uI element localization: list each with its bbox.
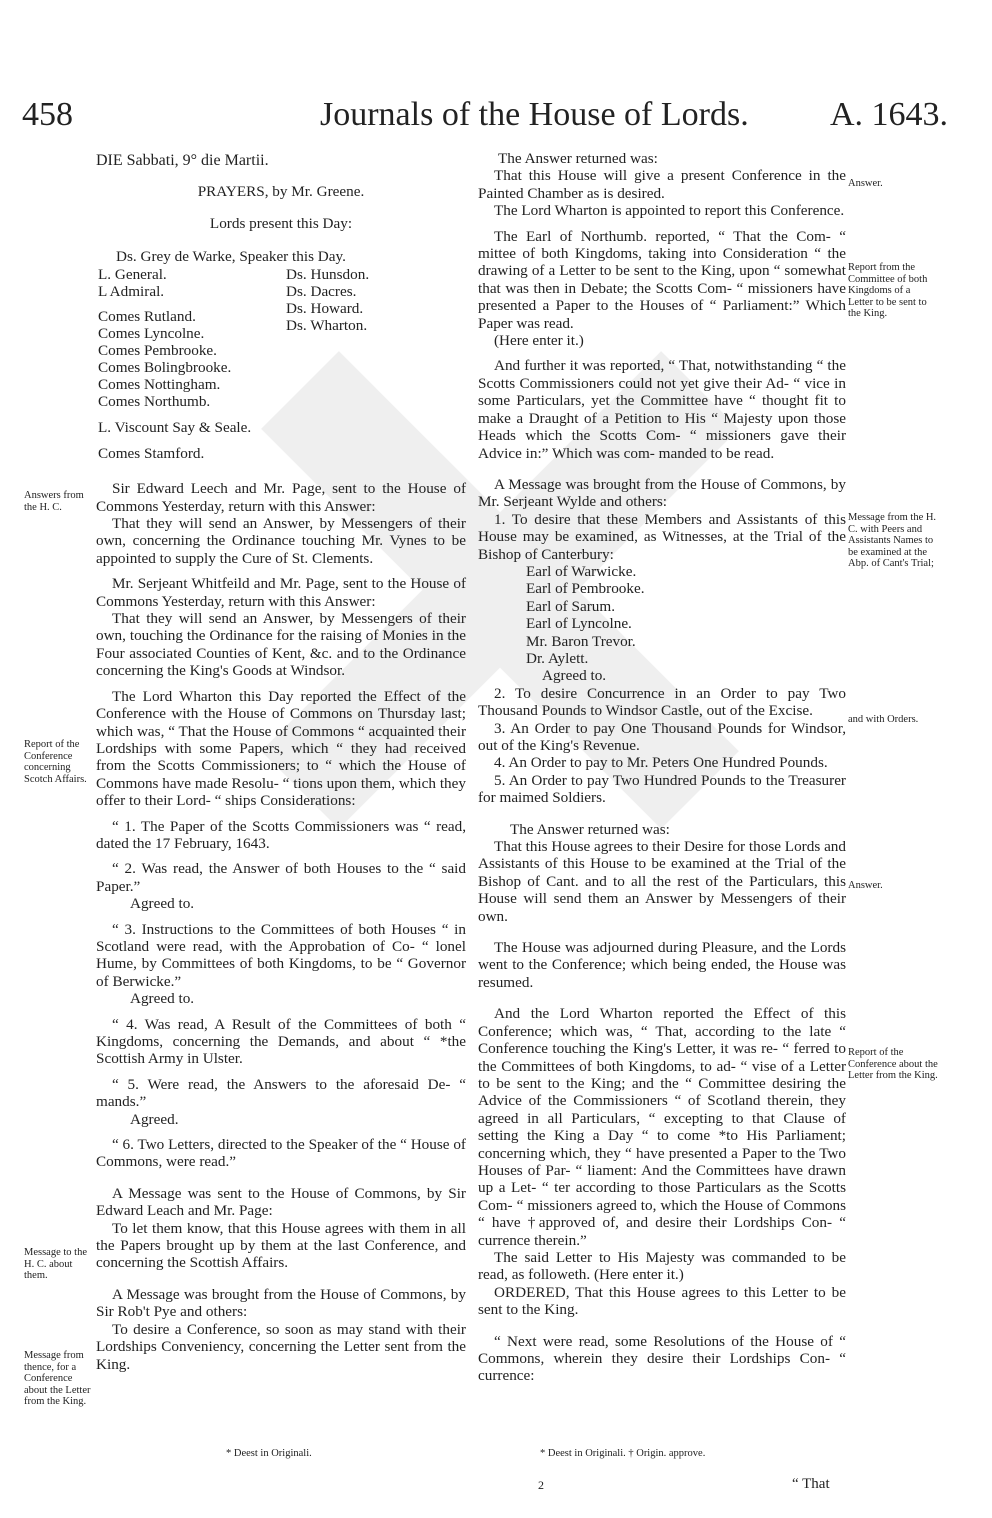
- lord-entry: Ds. Dacres.: [286, 283, 357, 301]
- paragraph: That this House will give a present Conference in the Painted Chamber as is desired.: [478, 167, 846, 202]
- paragraph: The Earl of Northumb. reported, “ That the Com- “ mittee of both Kingdoms, taking into Consideration “ the drawing of a Letter to be sent to the King, upon “ somewhat that was then in Debate; the Scotts Com- “ missioners have presented a Paper to the Houses of “ Parliament:” Which Paper was read.: [478, 227, 846, 332]
- page-title: Journals of the House of Lords.: [320, 96, 749, 133]
- lord-entry: L. Viscount Say & Seale.: [98, 419, 252, 437]
- margin-note-message-peers: Message from the H. C. with Peers and Assistants Names to be examined at the Abp. of Cant's Trial;: [848, 512, 937, 569]
- witness-entry: Mr. Baron Trevor.: [526, 632, 636, 650]
- paragraph: 4. An Order to pay to Mr. Peters One Hundred Pounds.: [494, 754, 828, 772]
- lords-present-heading: Lords present this Day:: [209, 214, 353, 232]
- paragraph: The House was adjourned during Pleasure, and the Lords went to the Conference; which being ended, the House was resumed.: [478, 939, 846, 991]
- list-item: “ 3. Instructions to the Committees of both Houses “ in Scotland were read, with the Approbation of Co- “ lonel Hume, by Committees of both Kingdoms, to be “ Governor of Berwicke.”: [96, 920, 466, 990]
- paragraph: (Here enter it.): [494, 332, 584, 350]
- lord-entry: Comes Northumb.: [98, 393, 211, 411]
- lord-entry: Comes Rutland.: [98, 308, 196, 326]
- paragraph: And the Lord Wharton reported the Effect of this Conference; which was, “ That, according to the late “ Conference touching the King's Letter, it was re- “ ferred to the Committees of both Kingdoms, to ad- “ vise of a Letter to be sent to the King; and the “ Committee desiring the Advice of the Commissioners “ of Scotland therein, they agreed in all Particulars, “ excepting to that Clause of setting the King a Day “ to come *to His Parliament; concerning which, they “ have presented a Paper to the Two Houses of Par- “ liament: And the Committees have drawn up a Let- “ ter according to those Particulars as the Scotts Com- “ missioners agreed to, which the House of Commons “ have †approved of, and desire their Lordships Con- “ currence therein.”: [478, 1005, 846, 1249]
- margin-note-orders: and with Orders.: [848, 714, 919, 725]
- paragraph: The said Letter to His Majesty was commanded to be read, as followeth. (Here enter it.): [478, 1248, 846, 1284]
- agreed-line: Agreed to.: [130, 990, 195, 1008]
- page-year: A. 1643.: [830, 96, 949, 133]
- left-column: [96, 152, 466, 1373]
- lord-entry: Comes Lyncolne.: [98, 325, 205, 343]
- lord-entry: Comes Pembrooke.: [98, 342, 217, 360]
- margin-note-report-letter: Report of the Conference about the Letter from the King.: [848, 1047, 938, 1081]
- paragraph: The Answer returned was:: [498, 150, 658, 167]
- date-heading: DIE Sabbati, 9° die Martii.: [96, 152, 269, 169]
- lord-entry: Comes Bolingbrooke.: [98, 359, 232, 377]
- witness-entry: Earl of Warwicke.: [526, 562, 637, 580]
- prayers-line: PRAYERS, by Mr. Greene.: [197, 183, 365, 201]
- paragraph: To let them know, that this House agrees with them in all the Papers brought up by them at the last Conference, and concerning the Scottish Affairs.: [96, 1219, 466, 1272]
- paragraph: 2. To desire Concurrence in an Order to pay Two Thousand Pounds to Windsor Castle, out of the Excise.: [478, 684, 846, 720]
- paragraph: ORDERED, That this House agrees to this Letter to be sent to the King.: [478, 1283, 846, 1319]
- list-item: “ 1. The Paper of the Scotts Commissioners was “ read, dated the 17 February, 1643.: [96, 817, 466, 852]
- paragraph: That this House agrees to their Desire for those Lords and Assistants of this House to be examined at the Trial of the Bishop of Cant. and to all the rest of the Particulars, this House will send them an Answer by Messengers of their own.: [478, 838, 846, 925]
- lord-entry: Comes Stamford.: [98, 445, 205, 463]
- lord-entry: Comes Nottingham.: [98, 376, 221, 394]
- lord-entry: Ds. Wharton.: [286, 317, 368, 335]
- lord-entry: L. General.: [98, 266, 167, 284]
- paragraph: “ Next were read, some Resolutions of the House of “ Commons, wherein they desire their Lordships Con- “ currence:: [478, 1332, 846, 1385]
- paragraph: The Answer returned was:: [510, 820, 670, 838]
- witness-list: [478, 563, 846, 685]
- page-number: 458: [22, 96, 73, 133]
- paragraph: A Message was brought from the House of Commons, by Sir Rob't Pye and others:: [96, 1285, 466, 1321]
- paragraph: The Lord Wharton this Day reported the Effect of the Conference with the House of Commons on Thursday last; which was, “ That the House of Commons “ acquainted their Lordships with some Papers, which “ they had received from the Scotts Commissioners; to “ which the House of Commons have made Resolu- “ tions upon them, which they offer to their Lord- “ ships Considerations:: [96, 687, 466, 810]
- paragraph: The Lord Wharton is appointed to report this Conference.: [494, 202, 845, 220]
- agreed-line: Agreed.: [130, 1110, 179, 1128]
- paragraph: Mr. Serjeant Whitfeild and Mr. Page, sent to the House of Commons Yesterday, return with this Answer:: [96, 575, 466, 610]
- agreed-line: Agreed to.: [130, 895, 195, 913]
- paragraph: 3. An Order to pay One Thousand Pounds for Windsor, out of the King's Revenue.: [478, 719, 846, 754]
- right-column: [478, 150, 846, 1385]
- footnote-right: * Deest in Originali. † Origin. approve.: [540, 1448, 706, 1459]
- lords-list: [96, 238, 466, 466]
- paragraph: And further it was reported, “ That, notwithstanding “ the Scotts Commissioners could not yet give their Ad- “ vice in some Particulars, yet the Committee have “ thought fit to make a Draught of a Petition to His “ Majesty upon those Heads which the Scotts Com- “ missioners gave their Advice in:” Which was com- manded to be read.: [478, 357, 846, 462]
- margin-note-report-committee: Report from the Committee of both Kingdoms of a Letter to be sent to the King.: [848, 262, 928, 319]
- paragraph: A Message was brought from the House of Commons, by Mr. Serjeant Wylde and others:: [478, 475, 846, 511]
- list-item: “ 5. Were read, the Answers to the aforesaid De- “ mands.”: [96, 1075, 466, 1111]
- witness-entry: Dr. Aylett.: [526, 649, 589, 667]
- paragraph: That they will send an Answer, by Messengers of their own, concerning the Ordinance touching Mr. Vynes to be appointed to supply the Cure of St. Clements.: [96, 515, 466, 567]
- witness-entry: Earl of Lyncolne.: [526, 615, 632, 633]
- speaker-line: Ds. Grey de Warke, Speaker this Day.: [116, 248, 346, 266]
- list-item: “ 6. Two Letters, directed to the Speaker of the “ House of Commons, were read.”: [96, 1136, 466, 1171]
- lord-entry: L Admiral.: [98, 283, 165, 301]
- margin-note-answers: Answers from the H. C.: [24, 490, 84, 513]
- margin-note-message-to: Message to the H. C. about them.: [24, 1247, 87, 1281]
- lord-entry: Ds. Howard.: [286, 300, 364, 318]
- witness-entry: Earl of Sarum.: [526, 597, 615, 615]
- margin-note-answer-1: Answer.: [848, 178, 883, 189]
- paragraph: That they will send an Answer, by Messengers of their own, touching the Ordinance for the raising of Monies in the Four associated Counties of Kent, &c. and to the Ordinance concerning the King's Goods at Windsor.: [96, 610, 466, 680]
- catchword: “ That: [792, 1476, 830, 1492]
- paragraph: 1. To desire that these Members and Assistants of this House may be examined, as Witnesses, at the Trial of the Bishop of Canterbury:: [478, 510, 846, 563]
- list-item: “ 4. Was read, A Result of the Committees of both “ Kingdoms, concerning the Demands, and about “ *the Scottish Army in Ulster.: [96, 1015, 466, 1068]
- margin-note-report: Report of the Conference concerning Scotch Affairs.: [24, 739, 87, 785]
- lord-entry: Ds. Hunsdon.: [286, 266, 370, 284]
- signature-mark: 2: [538, 1478, 544, 1492]
- list-item: “ 2. Was read, the Answer of both Houses to the “ said Paper.”: [96, 860, 466, 895]
- agreed-line: Agreed to.: [542, 667, 607, 685]
- paragraph: A Message was sent to the House of Commons, by Sir Edward Leach and Mr. Page:: [96, 1184, 466, 1220]
- margin-note-answer-2: Answer.: [848, 880, 883, 891]
- witness-entry: Earl of Pembrooke.: [526, 580, 645, 598]
- paragraph: Sir Edward Leech and Mr. Page, sent to the House of Commons Yesterday, return with this Answer:: [96, 480, 466, 515]
- margin-note-message-from: Message from thence, for a Conference about the Letter from the King.: [24, 1350, 91, 1407]
- paragraph: 5. An Order to pay Two Hundred Pounds to the Treasurer for maimed Soldiers.: [478, 771, 846, 807]
- paragraph: To desire a Conference, so soon as may stand with their Lordships Conveniency, concerning the Letter sent from the King.: [96, 1320, 466, 1373]
- footnote-left: * Deest in Originali.: [226, 1448, 312, 1459]
